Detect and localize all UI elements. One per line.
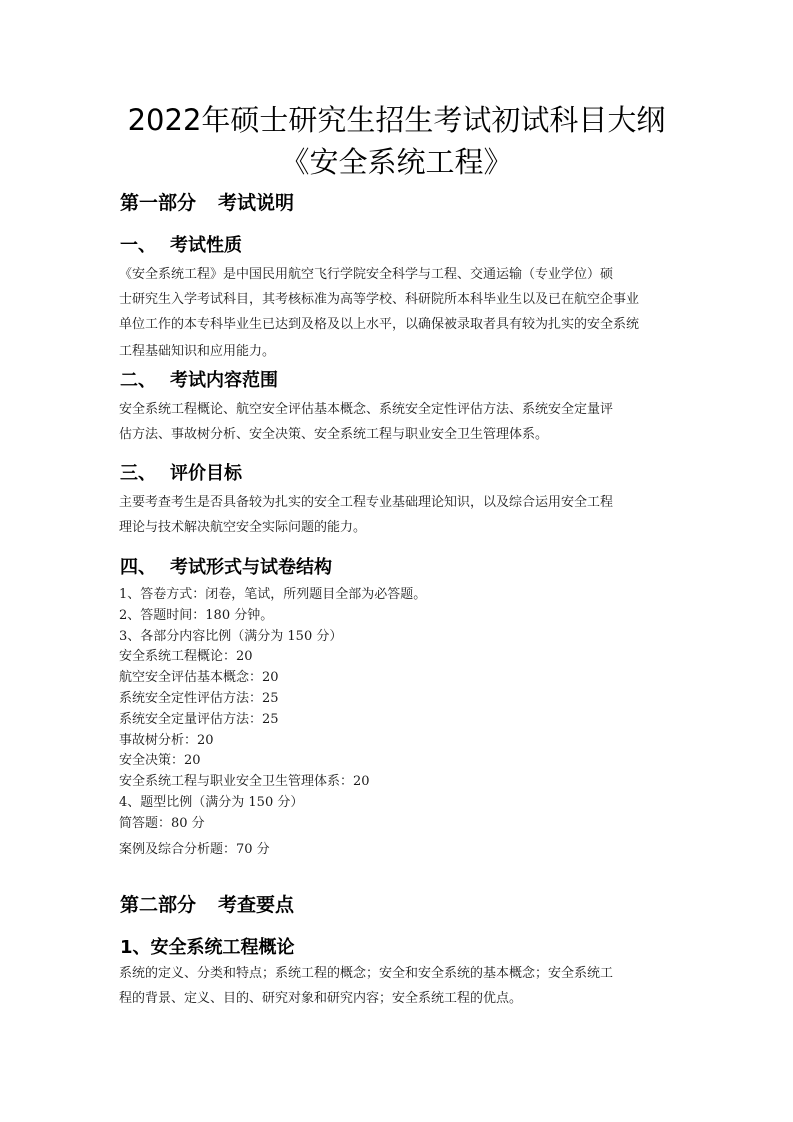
- section-number: 四、: [120, 557, 156, 578]
- paragraph-line: 主要考查考生是否具备较为扎实的安全工程专业基础理论知识，以及综合运用安全工程: [119, 495, 614, 510]
- section-paragraph: [119, 262, 639, 364]
- list-item: 航空安全评估基本概念：20: [119, 670, 279, 686]
- section-number: 一、: [120, 235, 156, 256]
- part1-heading: [120, 188, 294, 215]
- paragraph-line: 理论与技术解决航空安全实际问题的能力。: [119, 520, 367, 535]
- section-heading: [120, 231, 242, 257]
- list-item: 1、答卷方式：闭卷，笔试，所列题目全部为必答题。: [119, 587, 427, 602]
- paragraph-line: 工程基础知识和应用能力。: [119, 344, 276, 359]
- paragraph-line: 估方法、事故树分析、安全决策、安全系统工程与职业安全卫生管理体系。: [119, 427, 549, 442]
- list-item: 系统安全定量评估方法：25: [119, 711, 279, 727]
- list-item: 系统安全定性评估方法：25: [119, 690, 279, 706]
- section-heading: [120, 459, 242, 485]
- section-title: 考试形式与试卷结构: [170, 557, 332, 578]
- paragraph-line: 系统的定义、分类和特点；系统工程的概念；安全和安全系统的基本概念；安全系统工: [119, 966, 614, 981]
- section-paragraph: [119, 397, 613, 447]
- paragraph-line: 安全系统工程概论、航空安全评估基本概念、系统安全定性评估方法、系统安全定量评: [119, 402, 614, 417]
- section-number: 二、: [120, 370, 156, 391]
- list-item: 安全系统工程概论：20: [119, 649, 253, 665]
- exam-format-list: [119, 585, 426, 860]
- paragraph-line: 单位工作的本专科毕业生已达到及格及以上水平，以确保被录取者具有较为扎实的安全系统: [119, 317, 640, 332]
- section-heading: [120, 366, 278, 392]
- paragraph-line: 程的背景、定义、目的、研究对象和研究内容；安全系统工程的优点。: [119, 991, 523, 1006]
- part2-title: 考查要点: [218, 894, 295, 916]
- document-subtitle: 《安全系统工程》: [280, 145, 513, 179]
- list-item: 简答题：80 分: [119, 815, 205, 831]
- section-paragraph: [119, 961, 613, 1011]
- section-title: 1、安全系统工程概论: [120, 937, 295, 958]
- list-item: 案例及综合分析题：70 分: [119, 841, 270, 857]
- list-item: 事故树分析：20: [119, 732, 214, 748]
- list-item: 2、答题时间：180 分钟。: [119, 607, 274, 623]
- section-heading: [120, 933, 295, 959]
- list-item: 安全系统工程与职业安全卫生管理体系：20: [119, 774, 370, 790]
- paragraph-line: 士研究生入学考试科目，其考核标准为高等学校、科研院所本科毕业生以及已在航空企事业: [119, 292, 640, 307]
- list-item: 安全决策：20: [119, 753, 201, 769]
- part2-heading: [120, 890, 294, 917]
- section-title: 考试性质: [170, 235, 242, 256]
- section-title: 评价目标: [170, 463, 242, 484]
- section-title: 考试内容范围: [170, 370, 278, 391]
- section-heading: [120, 553, 332, 579]
- part1-title: 考试说明: [218, 192, 295, 214]
- part2-label: 第二部分: [120, 894, 197, 916]
- part1-label: 第一部分: [120, 192, 197, 214]
- document-title: 2022年硕士研究生招生考试初试科目大纲: [127, 103, 666, 137]
- section-paragraph: [119, 490, 613, 540]
- section-number: 三、: [120, 463, 156, 484]
- paragraph-line: 《安全系统工程》是中国民用航空飞行学院安全科学与工程、交通运输（专业学位）硕: [119, 267, 614, 282]
- list-item: 4、题型比例（满分为 150 分）: [119, 794, 304, 810]
- list-item: 3、各部分内容比例（满分为 150 分）: [119, 628, 343, 644]
